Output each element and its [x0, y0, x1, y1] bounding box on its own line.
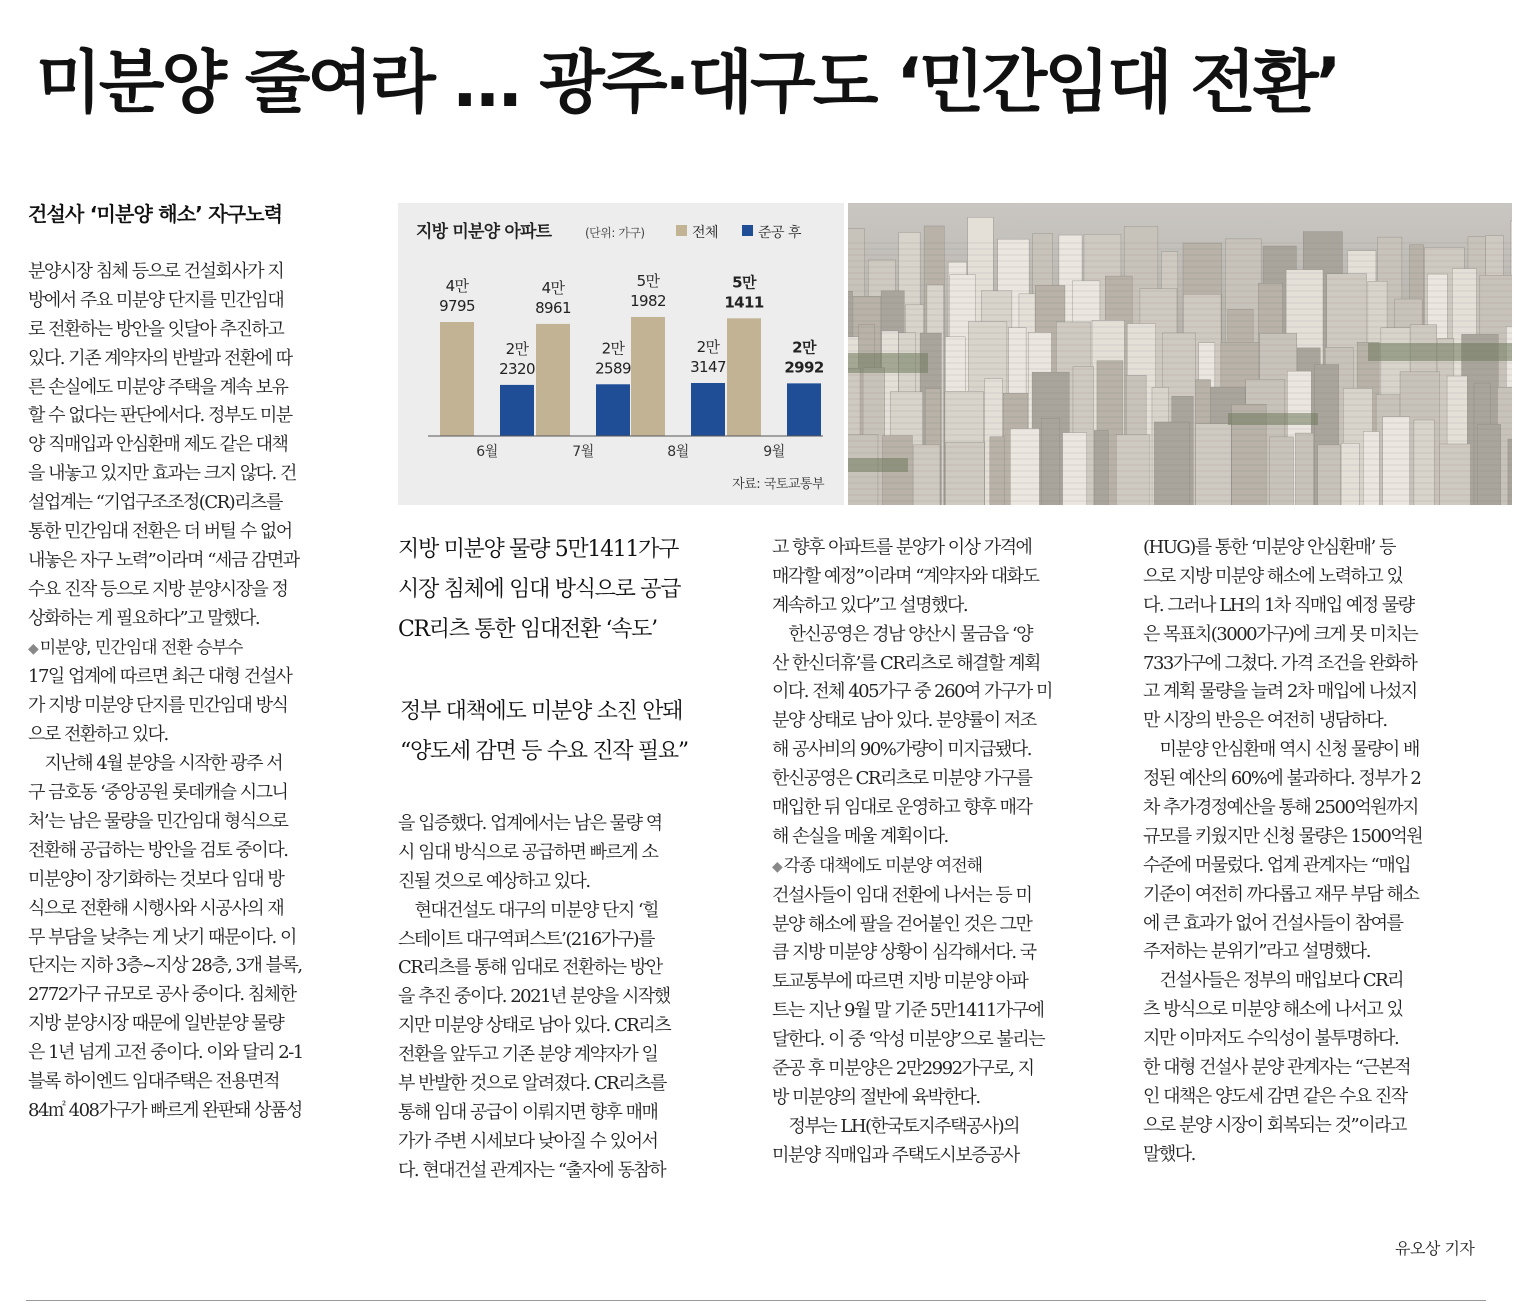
- text-line: 미분양 안심환매 역시 신청 물량이 배: [1143, 739, 1419, 761]
- building-shape: [1383, 417, 1410, 505]
- legend-swatch: [676, 225, 687, 236]
- text-line: 해 손실을 메울 계획이다.: [772, 825, 948, 847]
- data-label: 5만: [636, 271, 660, 290]
- building-shape: [1063, 433, 1087, 505]
- diamond-icon: ◆: [28, 640, 38, 657]
- text-line: 전환을 앞두고 기존 분양 계약자가 일: [398, 1044, 658, 1066]
- text-line: 으로 전환하고 있다.: [28, 724, 168, 746]
- deck-line: 지방 미분양 물량 5만1411가구: [398, 537, 679, 562]
- apartment-skyline-image: [848, 203, 1512, 505]
- paragraph: [398, 897, 740, 1186]
- data-label: 2만: [601, 339, 625, 358]
- text-line: 주저하는 분위기”라고 설명했다.: [1143, 941, 1370, 963]
- text-line: 만 시장의 반응은 여전히 냉담하다.: [1143, 710, 1387, 732]
- text-line: 시 임대 방식으로 공급하면 빠르게 소: [398, 841, 658, 863]
- bar-completed: [787, 383, 821, 436]
- text-line: 17일 업계에 따르면 최근 대형 건설사: [28, 666, 292, 688]
- text-line: 트는 지난 9월 말 기준 5만1411가구에: [772, 1000, 1044, 1022]
- text-line: 스테이트 대구역퍼스트’(216가구)를: [398, 928, 654, 950]
- bar-total: [536, 324, 570, 436]
- chart-svg: [398, 203, 844, 505]
- data-label: 5만: [732, 273, 756, 292]
- paragraph: [1143, 967, 1485, 1169]
- text-line: 다. 그러나 LH의 1차 직매입 예정 물량: [1143, 594, 1414, 616]
- x-tick-label: 7월: [572, 444, 594, 460]
- text-line: 미분양 직매입과 주택도시보증공사: [772, 1144, 1019, 1166]
- text-line: 2772가구 규모로 공사 중이다. 침체한: [28, 984, 296, 1006]
- paragraph: [1143, 736, 1485, 967]
- text-line: 을 추진 중이다. 2021년 분양을 시작했: [398, 986, 670, 1008]
- chart-unit: (단위: 가구): [585, 226, 645, 240]
- data-label: 3147: [690, 358, 726, 377]
- data-label: 4만: [445, 277, 469, 295]
- text-line: 전환해 공급하는 방안을 검토 중이다.: [28, 839, 288, 861]
- text-line: 수요 진작 등으로 지방 분양시장을 정: [28, 578, 288, 600]
- text-line: 말했다.: [1143, 1143, 1195, 1165]
- headline: 미분양 줄여라 … 광주·대구도 ‘민간임대 전환’: [36, 44, 1339, 123]
- data-label: 1982: [630, 291, 666, 310]
- building-shape: [1414, 420, 1434, 505]
- paragraph: [772, 882, 1114, 1113]
- text-line: 통한 민간임대 전환은 더 버틸 수 없어: [28, 521, 292, 543]
- text-line: 을 입증했다. 업계에서는 남은 물량 역: [398, 813, 662, 834]
- building-shape: [1041, 418, 1060, 505]
- diamond-icon: ◆: [772, 858, 782, 875]
- bar-completed: [691, 383, 725, 436]
- text-line: 블록 하이엔드 임대주택은 전용면적: [28, 1070, 279, 1092]
- building-shape: [1196, 424, 1232, 505]
- text-line: 건설사들은 정부의 매입보다 CR리: [1143, 970, 1404, 992]
- byline: 유오상 기자: [1395, 1239, 1475, 1258]
- text-line: 부 반발한 것으로 알려졌다. CR리츠를: [398, 1073, 666, 1095]
- bar-completed: [500, 385, 534, 436]
- text-line: 츠 방식으로 미분양 해소에 나서고 있: [1143, 999, 1403, 1021]
- paragraph: [772, 621, 1114, 852]
- text-line: 분양 해소에 팔을 걷어붙인 것은 그만: [772, 913, 1032, 935]
- building-shape: [1363, 432, 1379, 505]
- text-line: 지방 분양시장 때문에 일반분양 물량: [28, 1013, 284, 1035]
- building-shape: [946, 442, 985, 505]
- apartment-photo: [848, 203, 1512, 505]
- column-4: [1143, 534, 1485, 1170]
- text-line: 84㎡ 408가구가 빠르게 완판돼 상품성: [28, 1099, 302, 1121]
- text-line: 분양 상태로 남아 있다. 분양률이 저조: [772, 710, 1036, 732]
- text-line: 준공 후 미분양은 2만2992가구로, 지: [772, 1058, 1034, 1080]
- text-line: 규모를 키웠지만 신청 물량은 1500억원: [1143, 825, 1423, 847]
- text-line: 구 금호동 ‘중앙공원 롯데캐슬 시그니: [28, 782, 288, 804]
- text-line: 매각할 예정”이라며 “계약자와 대화도: [772, 565, 1039, 587]
- bar-total: [631, 317, 665, 436]
- data-label: 2320: [499, 359, 535, 378]
- text-line: 무 부담을 낮추는 게 낫기 때문이다. 이: [28, 926, 296, 948]
- data-label: 2992: [784, 358, 824, 377]
- building-shape: [1094, 430, 1108, 505]
- building-shape: [1154, 422, 1189, 505]
- deck-2: [398, 692, 740, 772]
- building-shape: [913, 445, 940, 505]
- deck-line: 정부 대책에도 미분양 소진 안돼: [400, 699, 683, 724]
- building-shape: [1116, 435, 1150, 505]
- text-line: 인 대책은 양도세 감면 같은 수요 진작: [1143, 1085, 1407, 1107]
- text-line: 수준에 머물렀다. 업계 관계자는 “매입: [1143, 854, 1411, 876]
- data-label: 2만: [696, 338, 720, 357]
- text-line: 에 큰 효과가 없어 건설사들이 참여를: [1143, 912, 1403, 934]
- legend-swatch: [742, 225, 753, 236]
- text-line: 정된 예산의 60%에 불과하다. 정부가 2: [1143, 768, 1421, 790]
- paragraph: [772, 1113, 1114, 1171]
- text-line: 을 내놓고 있지만 효과는 크지 않다. 건: [28, 463, 296, 485]
- chart-title: 지방 미분양 아파트: [416, 222, 552, 242]
- data-label: 9795: [439, 297, 475, 315]
- text-line: 방 미분양의 절반에 육박한다.: [772, 1086, 980, 1108]
- text-line: 있다. 기존 계약자의 반발과 전환에 따: [28, 347, 292, 369]
- text-line: 설업계는 “기업구조조정(CR)리츠를: [28, 492, 282, 514]
- text-line: 고 향후 아파트를 분양가 이상 가격에: [772, 537, 1032, 558]
- bar-completed: [596, 384, 630, 436]
- deck-line: “양도세 감면 등 수요 진작 필요”: [400, 739, 688, 764]
- paragraph: [28, 258, 368, 634]
- data-label: 2589: [595, 359, 631, 378]
- text-line: 가가 주변 시세보다 낮아질 수 있어서: [398, 1130, 658, 1152]
- text-line: 큼 지방 미분양 상황이 심각해서다. 국: [772, 942, 1036, 964]
- text-line: 이다. 전체 405가구 중 260여 가구가 미: [772, 681, 1052, 703]
- text-line: 고 계획 물량을 늘려 2차 매입에 나섰지: [1143, 681, 1417, 703]
- paragraph: [398, 810, 740, 897]
- greenery: [848, 458, 908, 472]
- text-line: 해 공사비의 90%가량이 미지급됐다.: [772, 739, 1031, 761]
- text-line: 은 1년 넘게 고전 중이다. 이와 달리 2-1: [28, 1042, 303, 1064]
- text-line: 한 대형 건설사 분양 관계자는 “근본적: [1143, 1057, 1411, 1079]
- text-line: 으로 지방 미분양 해소에 노력하고 있: [1143, 565, 1403, 587]
- text-line: 른 손실에도 미분양 주택을 계속 보유: [28, 376, 288, 398]
- text-line: 계속하고 있다”고 설명했다.: [772, 594, 968, 616]
- text-line: 정부는 LH(한국토지주택공사)의: [772, 1115, 1020, 1137]
- text-line: 733가구에 그쳤다. 가격 조건을 완화하: [1143, 652, 1417, 674]
- text-line: 다. 현대건설 관계자는 “출자에 동참하: [398, 1159, 666, 1181]
- text-line: 처’는 남은 물량을 민간임대 형식으로: [28, 810, 288, 832]
- deck-line: 시장 침체에 임대 방식으로 공급: [398, 577, 681, 602]
- text-line: 내놓은 자구 노력”이라며 “세금 감면과: [28, 549, 299, 571]
- legend-label: 준공 후: [758, 225, 802, 241]
- building-shape: [1295, 433, 1313, 505]
- data-label: 1411: [724, 293, 764, 312]
- paragraph: [1143, 534, 1485, 736]
- text-line: 로 전환하는 방안을 잇달아 추진하고: [28, 318, 284, 340]
- text-line: 기준이 여전히 까다롭고 재무 부담 해소: [1143, 883, 1419, 905]
- text-line: 차 추가경정예산을 통해 2500억원까지: [1143, 797, 1418, 819]
- bottom-divider: [26, 1300, 1486, 1301]
- text-line: 은 목표치(3000가구)에 크게 못 미치는: [1143, 623, 1418, 645]
- data-label: 2만: [505, 339, 529, 358]
- deck-1: [398, 530, 740, 650]
- text-line: 분양시장 침체 등으로 건설회사가 지: [28, 261, 284, 282]
- text-line: 지만 미분양 상태로 남아 있다. CR리츠: [398, 1015, 671, 1037]
- greenery: [1228, 413, 1318, 425]
- text-line: 통해 임대 공급이 이뤄지면 향후 매매: [398, 1101, 658, 1123]
- text-line: 할 수 없다는 판단에서다. 정부도 미분: [28, 405, 292, 427]
- text-line: (HUG)를 통한 ‘미분양 안심환매’ 등: [1143, 537, 1395, 558]
- bar-total: [727, 318, 761, 436]
- text-line: 진될 것으로 예상하고 있다.: [398, 870, 590, 892]
- text-line: 지만 이마저도 수익성이 불투명하다.: [1143, 1028, 1399, 1050]
- text-line: 으로 분양 시장이 회복되는 것”이라고: [1143, 1114, 1406, 1136]
- bar-total: [440, 322, 474, 436]
- text-line: 한신공영은 경남 양산시 물금읍 ‘양: [772, 623, 1033, 645]
- text-line: 한신공영은 CR리츠로 미분양 가구를: [772, 768, 1032, 790]
- paragraph: [28, 663, 368, 750]
- x-tick-label: 8월: [667, 444, 689, 460]
- text-line: 양 직매입과 안심환매 제도 같은 대책: [28, 434, 288, 456]
- column-2: [398, 530, 740, 1186]
- text-line: 지난해 4월 분양을 시작한 광주 서: [28, 753, 283, 775]
- section-heading-text: 각종 대책에도 미분양 여전해: [783, 855, 983, 876]
- column-3: [772, 534, 1114, 1171]
- text-line: 단지는 지하 3층~지상 28층, 3개 블록,: [28, 955, 302, 977]
- greenery: [1368, 343, 1512, 361]
- subheadline: 건설사 ‘미분양 해소’ 자구노력: [28, 202, 283, 226]
- data-label: 4만: [541, 278, 565, 297]
- section-heading: [772, 852, 1114, 882]
- data-label: 2만: [792, 338, 816, 357]
- paragraph: [28, 750, 368, 1126]
- chart-source: 자료: 국토교통부: [732, 477, 824, 492]
- greenery: [848, 353, 928, 373]
- column-1: [28, 200, 368, 1126]
- x-tick-label: 9월: [763, 444, 785, 460]
- legend-label: 전체: [692, 225, 719, 241]
- text-line: CR리츠를 통해 임대로 전환하는 방안: [398, 957, 662, 979]
- text-line: 달한다. 이 중 ‘악성 미분양’으로 불리는: [772, 1029, 1045, 1051]
- section-heading-text: 미분양, 민간임대 전환 승부수: [39, 637, 243, 658]
- deck-line: CR리츠 통한 임대전환 ‘속도’: [398, 617, 657, 642]
- text-line: 건설사들이 임대 전환에 나서는 등 미: [772, 884, 1032, 906]
- bar-chart: [398, 203, 844, 505]
- text-line: 식으로 전환해 시행사와 시공사의 재: [28, 897, 284, 919]
- text-line: 매입한 뒤 임대로 운영하고 향후 매각: [772, 797, 1032, 819]
- section-heading: [28, 634, 368, 664]
- text-line: 미분양이 장기화하는 것보다 임대 방: [28, 868, 284, 890]
- data-label: 8961: [535, 298, 571, 317]
- text-line: 가 지방 미분양 단지를 민간임대 방식: [28, 695, 288, 717]
- text-line: 산 한신더휴’를 CR리츠로 해결할 계획: [772, 652, 1040, 674]
- building-shape: [1318, 445, 1341, 505]
- paragraph: [772, 534, 1114, 621]
- building-shape: [1010, 429, 1039, 505]
- x-tick-label: 6월: [476, 444, 498, 460]
- text-line: 토교통부에 따르면 지방 미분양 아파: [772, 971, 1028, 993]
- text-line: 방에서 주요 미분양 단지를 민간임대: [28, 289, 284, 311]
- text-line: 현대건설도 대구의 미분양 단지 ‘힐: [398, 899, 659, 921]
- text-line: 상화하는 게 필요하다”고 말했다.: [28, 607, 260, 629]
